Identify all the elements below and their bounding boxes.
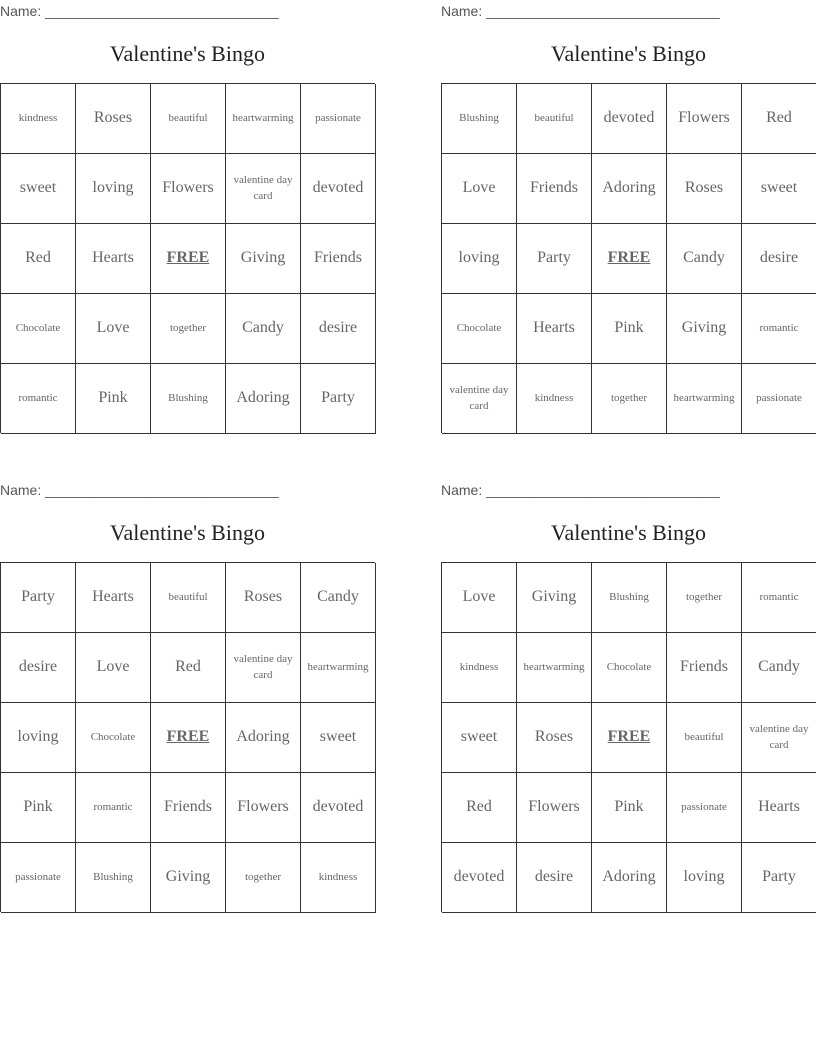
bingo-cell[interactable]: Giving xyxy=(226,224,301,294)
bingo-cell[interactable]: Red xyxy=(1,224,76,294)
bingo-cell[interactable]: Party xyxy=(301,364,376,434)
bingo-cell[interactable]: Adoring xyxy=(226,703,301,773)
bingo-grid xyxy=(441,83,816,433)
bingo-cell[interactable]: Hearts xyxy=(742,773,816,843)
bingo-cell[interactable]: heartwarming xyxy=(301,633,376,703)
bingo-cell[interactable]: sweet xyxy=(301,703,376,773)
bingo-cell[interactable]: valentine day card xyxy=(742,703,816,773)
bingo-cell[interactable]: Love xyxy=(76,633,151,703)
bingo-cell[interactable]: Friends xyxy=(151,773,226,843)
bingo-grid xyxy=(0,83,375,433)
bingo-cell[interactable]: together xyxy=(667,563,742,633)
bingo-cell[interactable]: Flowers xyxy=(667,84,742,154)
bingo-cell[interactable]: sweet xyxy=(742,154,816,224)
bingo-cell[interactable]: Roses xyxy=(667,154,742,224)
bingo-cell[interactable]: together xyxy=(592,364,667,434)
bingo-cell[interactable]: Red xyxy=(442,773,517,843)
bingo-cell[interactable]: Flowers xyxy=(517,773,592,843)
name-field[interactable]: Name: ______________________________ xyxy=(441,3,720,19)
bingo-cell[interactable]: desire xyxy=(1,633,76,703)
bingo-cell[interactable]: Hearts xyxy=(517,294,592,364)
bingo-cell[interactable]: romantic xyxy=(742,563,816,633)
bingo-cell[interactable]: desire xyxy=(517,843,592,913)
bingo-cell[interactable]: beautiful xyxy=(667,703,742,773)
free-space-cell[interactable]: FREE xyxy=(592,703,667,773)
bingo-cell[interactable]: Chocolate xyxy=(442,294,517,364)
bingo-cell[interactable]: romantic xyxy=(1,364,76,434)
bingo-cell[interactable]: Blushing xyxy=(442,84,517,154)
bingo-cell[interactable]: Candy xyxy=(667,224,742,294)
bingo-cell[interactable]: Love xyxy=(442,154,517,224)
bingo-cell[interactable]: Giving xyxy=(517,563,592,633)
bingo-cell[interactable]: Hearts xyxy=(76,224,151,294)
bingo-cell[interactable]: heartwarming xyxy=(517,633,592,703)
free-space-cell[interactable]: FREE xyxy=(151,703,226,773)
bingo-card-4 xyxy=(441,479,816,912)
bingo-card-2 xyxy=(441,0,816,433)
free-space-cell[interactable]: FREE xyxy=(151,224,226,294)
bingo-cell[interactable]: valentine day card xyxy=(226,633,301,703)
bingo-cell[interactable]: loving xyxy=(667,843,742,913)
bingo-cell[interactable]: loving xyxy=(1,703,76,773)
bingo-card-1 xyxy=(0,0,375,433)
bingo-cell[interactable]: Giving xyxy=(667,294,742,364)
bingo-cell[interactable]: loving xyxy=(442,224,517,294)
bingo-cell[interactable]: Love xyxy=(442,563,517,633)
bingo-cell[interactable]: Blushing xyxy=(76,843,151,913)
bingo-cell[interactable]: Pink xyxy=(76,364,151,434)
bingo-cell[interactable]: desire xyxy=(301,294,376,364)
bingo-cell[interactable]: Flowers xyxy=(151,154,226,224)
bingo-cell[interactable]: Red xyxy=(151,633,226,703)
bingo-cell[interactable]: desire xyxy=(742,224,816,294)
bingo-cell[interactable]: Blushing xyxy=(151,364,226,434)
bingo-cell[interactable]: Friends xyxy=(517,154,592,224)
bingo-grid xyxy=(441,562,816,912)
bingo-cell[interactable]: Adoring xyxy=(226,364,301,434)
bingo-cell[interactable]: Adoring xyxy=(592,843,667,913)
bingo-cell[interactable]: Giving xyxy=(151,843,226,913)
bingo-cell[interactable]: Roses xyxy=(226,563,301,633)
bingo-cell[interactable]: devoted xyxy=(301,773,376,843)
bingo-cell[interactable]: romantic xyxy=(742,294,816,364)
bingo-cell[interactable]: Party xyxy=(1,563,76,633)
bingo-cell[interactable]: devoted xyxy=(301,154,376,224)
bingo-cell[interactable]: Red xyxy=(742,84,816,154)
card-title: Valentine's Bingo xyxy=(110,520,265,545)
card-title: Valentine's Bingo xyxy=(551,520,706,545)
bingo-cell[interactable]: Candy xyxy=(301,563,376,633)
card-title: Valentine's Bingo xyxy=(110,41,265,66)
free-space-cell[interactable]: FREE xyxy=(592,224,667,294)
bingo-cell[interactable]: heartwarming xyxy=(667,364,742,434)
bingo-cell[interactable]: Chocolate xyxy=(76,703,151,773)
bingo-cell[interactable]: kindness xyxy=(442,633,517,703)
name-field[interactable]: Name: ______________________________ xyxy=(0,3,279,19)
bingo-cell[interactable]: kindness xyxy=(517,364,592,434)
bingo-cell[interactable]: together xyxy=(151,294,226,364)
card-title: Valentine's Bingo xyxy=(551,41,706,66)
bingo-cell[interactable]: Blushing xyxy=(592,563,667,633)
bingo-cell[interactable]: Friends xyxy=(667,633,742,703)
bingo-cell[interactable]: Pink xyxy=(1,773,76,843)
bingo-cell[interactable]: Chocolate xyxy=(1,294,76,364)
bingo-cell[interactable]: passionate xyxy=(667,773,742,843)
bingo-cell[interactable]: Love xyxy=(76,294,151,364)
bingo-cell[interactable]: valentine day card xyxy=(442,364,517,434)
bingo-cell[interactable]: beautiful xyxy=(517,84,592,154)
bingo-cell[interactable]: kindness xyxy=(301,843,376,913)
bingo-cell[interactable]: valentine day card xyxy=(226,154,301,224)
bingo-cell[interactable]: heartwarming xyxy=(226,84,301,154)
name-field[interactable]: Name: ______________________________ xyxy=(441,482,720,498)
bingo-cell[interactable]: passionate xyxy=(301,84,376,154)
bingo-cell[interactable]: passionate xyxy=(742,364,816,434)
bingo-cell[interactable]: devoted xyxy=(592,84,667,154)
bingo-cell[interactable]: Party xyxy=(742,843,816,913)
bingo-cell[interactable]: sweet xyxy=(1,154,76,224)
bingo-cell[interactable]: Pink xyxy=(592,773,667,843)
bingo-cell[interactable]: Pink xyxy=(592,294,667,364)
bingo-cell[interactable]: romantic xyxy=(76,773,151,843)
bingo-cell[interactable]: kindness xyxy=(1,84,76,154)
bingo-cell[interactable]: Roses xyxy=(517,703,592,773)
bingo-cell[interactable]: Candy xyxy=(226,294,301,364)
bingo-cell[interactable]: passionate xyxy=(1,843,76,913)
bingo-cell[interactable]: sweet xyxy=(442,703,517,773)
bingo-cell[interactable]: Chocolate xyxy=(592,633,667,703)
bingo-cell[interactable]: Hearts xyxy=(76,563,151,633)
bingo-cell[interactable]: Friends xyxy=(301,224,376,294)
bingo-cell[interactable]: together xyxy=(226,843,301,913)
bingo-card-3 xyxy=(0,479,375,912)
bingo-cell[interactable]: beautiful xyxy=(151,84,226,154)
bingo-cell[interactable]: Flowers xyxy=(226,773,301,843)
bingo-cell[interactable]: beautiful xyxy=(151,563,226,633)
bingo-grid xyxy=(0,562,375,912)
bingo-cell[interactable]: Roses xyxy=(76,84,151,154)
bingo-cell[interactable]: loving xyxy=(76,154,151,224)
bingo-cell[interactable]: Adoring xyxy=(592,154,667,224)
bingo-cell[interactable]: Candy xyxy=(742,633,816,703)
bingo-cell[interactable]: devoted xyxy=(442,843,517,913)
name-field[interactable]: Name: ______________________________ xyxy=(0,482,279,498)
bingo-cell[interactable]: Party xyxy=(517,224,592,294)
